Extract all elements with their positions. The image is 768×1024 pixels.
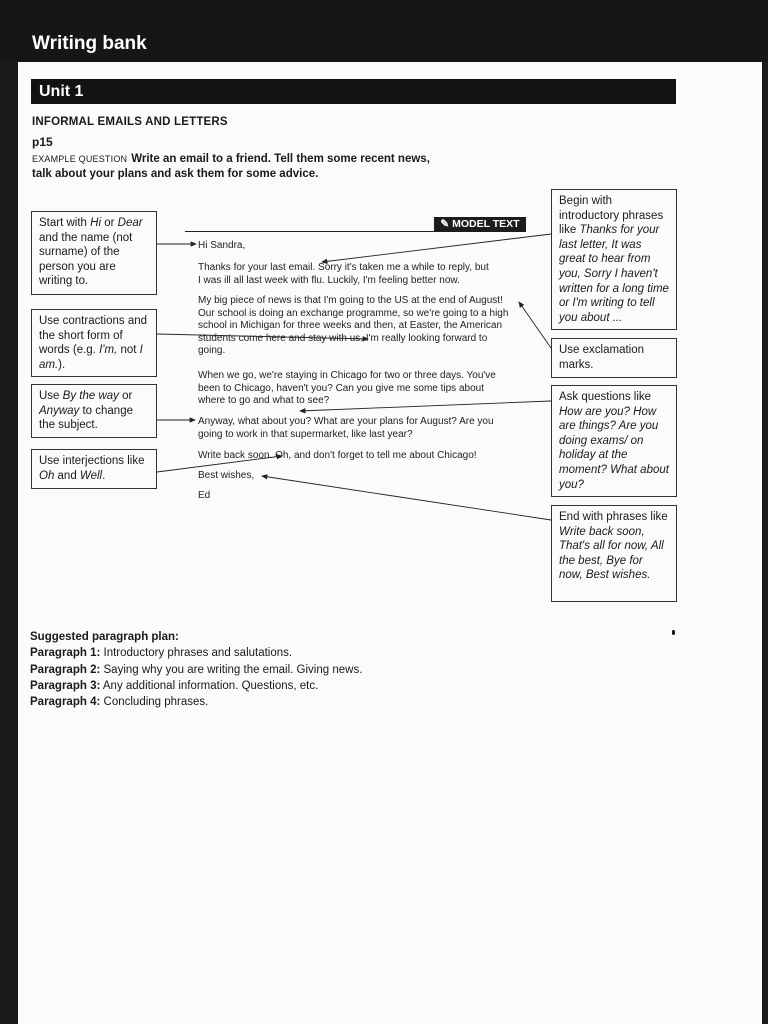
arrow-questions — [300, 401, 551, 411]
note-change-subject: Use By the way or Anyway to change the subject. — [31, 384, 157, 438]
plan-item: Paragraph 2: Saying why you are writing the email. Giving news. — [30, 663, 363, 676]
arrow-end-phrases — [262, 476, 551, 520]
email-paragraph-4: Anyway, what about you? What are your plans for August? Are you going to work in that supermarket, like last year? — [198, 416, 494, 440]
email-paragraph-2: My big piece of news is that I'm going to the US at the end of August! Our school is doing an exchange programme, so we're going to a high school in Michigan for three weeks and then, at Easter, the American students come here and stay with us. I'm really looking forward to going. — [198, 295, 509, 356]
email-paragraph-5: Write back soon. Oh, and don't forget to tell me about Chicago! — [198, 450, 477, 461]
email-greeting: Hi Sandra, — [198, 240, 246, 251]
page-reference: p15 — [32, 135, 53, 149]
plan-item: Paragraph 4: Concluding phrases. — [30, 696, 209, 709]
plan-item: Paragraph 1: Introductory phrases and salutations. — [30, 647, 293, 660]
note-ask-questions: Ask questions like How are you? How are things? Are you doing exams/ on holiday at the moment? What about you? — [551, 385, 677, 497]
section-title: INFORMAL EMAILS AND LETTERS — [32, 116, 228, 128]
unit-heading: Unit 1 — [31, 79, 676, 104]
arrow-contractions — [157, 334, 368, 339]
pencil-icon: ✎ — [440, 218, 453, 230]
arrow-interjections — [157, 456, 282, 472]
example-question-label: EXAMPLE QUESTION — [32, 154, 128, 164]
email-paragraph-3: When we go, we're staying in Chicago for two or three days. You've been to Chicago, haven't you? Can you give me some tips about where to go and what to see? — [198, 370, 496, 406]
email-closing: Best wishes, — [198, 470, 255, 481]
note-exclamation-marks: Use exclamation marks. — [551, 338, 677, 378]
note-end-phrases: End with phrases like Write back soon, That's all for now, All the best, Bye for now, Best wishes. — [551, 505, 677, 602]
email-signature: Ed — [198, 490, 211, 501]
page-title: Writing bank — [32, 33, 147, 54]
arrow-exclamation — [519, 302, 551, 348]
note-contractions: Use contractions and the short form of words (e.g. I'm, not I am.). — [31, 309, 157, 377]
plan-item: Paragraph 3: Any additional information. Questions, etc. — [30, 679, 319, 692]
email-paragraph-1: Thanks for your last email. Sorry it's taken me a while to reply, but I was ill all last week with flu. Luckily, I'm feeling better now. — [198, 262, 489, 286]
arrow-introductory — [322, 234, 551, 262]
model-text-label: MODEL TEXT — [452, 218, 520, 230]
note-greeting: Start with Hi or Dear and the name (not surname) of the person you are writing to. — [31, 211, 157, 295]
paragraph-plan-title: Suggested paragraph plan: — [30, 631, 179, 643]
note-interjections: Use interjections like Oh and Well. — [31, 449, 157, 489]
paragraph-plan — [30, 629, 362, 710]
note-introductory-phrases: Begin with introductory phrases like Thanks for your last letter, It was great to hear from you, Sorry I haven't written for a long time or I'm writing to tell you about ... — [551, 189, 677, 330]
example-question-text: Write an email to a friend. Tell them some recent news, talk about your plans and ask them for some advice. — [32, 153, 430, 180]
ink-mark — [672, 630, 675, 635]
